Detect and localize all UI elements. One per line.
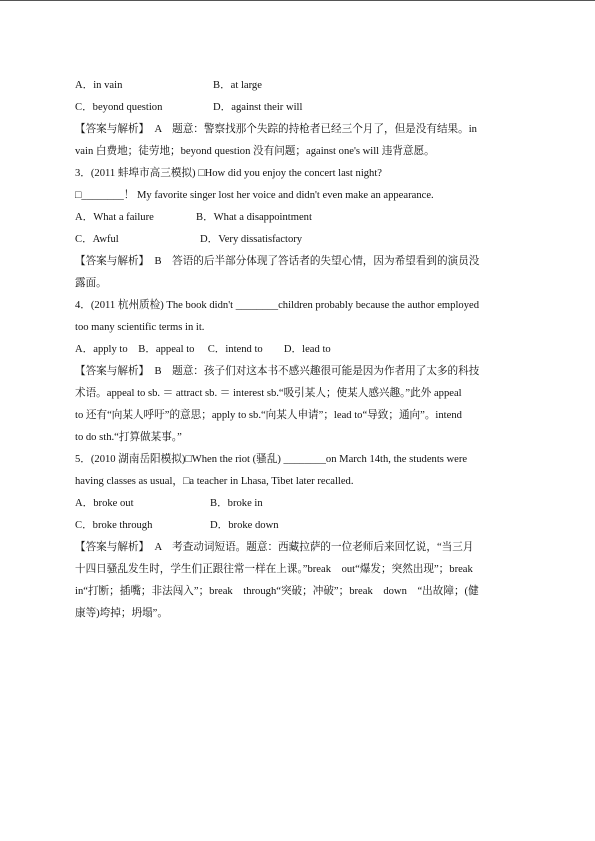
q3-stem-line-2: □________！ My favorite singer lost her voice and didn't even make an appearance.: [75, 190, 434, 201]
q2-options-row-2: [75, 100, 543, 122]
q4-answer-line-3: to 还有“向某人呼吁”的意思；apply to sb.“向某人申请”；lead to“导致；通向”。intend: [75, 410, 462, 421]
q5-stem-line-1: 5．(2010 湖南岳阳模拟)□When the riot (骚乱) ________on March 14th, the students were: [75, 454, 468, 465]
q3-options-row-2: [75, 232, 543, 254]
q5-answer-line-3: in“打断；插嘴；非法闯入”；break through“突破；冲破”；break down “出故障；(健: [75, 586, 479, 597]
q5-option-d: D．broke down: [210, 520, 279, 531]
document-body: [75, 78, 543, 628]
q3-option-b: B．What a disappointment: [196, 212, 312, 223]
q5-option-b: B．broke in: [210, 498, 263, 509]
q3-options-row-1: [75, 210, 543, 232]
q4-options: A．apply to B．appeal to C．intend to D．lead to: [75, 344, 331, 355]
q3-option-c: C．Awful: [75, 234, 119, 245]
q4-answer-line-4: to do sth.“打算做某事。”: [75, 432, 182, 443]
page-top-rule: [0, 0, 595, 1]
q2-answer-line-2: vain 白费地；徒劳地；beyond question 没有问题；against one's will 违背意愿。: [75, 146, 435, 157]
q4-answer-line-2: 术语。appeal to sb. ＝ attract sb. ＝ interest sb.“吸引某人；使某人感兴趣。”此外 appeal: [75, 388, 462, 399]
q5-options-row-2: [75, 518, 543, 540]
q5-stem-line-2: having classes as usual，□a teacher in Lhasa, Tibet later recalled.: [75, 476, 354, 487]
q3-answer-line-2: 露面。: [75, 278, 107, 289]
q3-option-d: D．Very dissatisfactory: [200, 234, 303, 245]
q3-stem-line-1: 3．(2011 蚌埠市高三模拟) □How did you enjoy the concert last night?: [75, 168, 382, 179]
q3-option-a: A．What a failure: [75, 212, 154, 223]
q2-option-c: C．beyond question: [75, 102, 163, 113]
q5-option-c: C．broke through: [75, 520, 153, 531]
q5-answer-line-4: 康等)垮掉；坍塌”。: [75, 608, 168, 619]
q2-answer-line-1: 【答案与解析】 A 题意：警察找那个失踪的持枪者已经三个月了，但是没有结果。in: [75, 124, 477, 135]
q4-stem-line-2: too many scientific terms in it.: [75, 322, 205, 333]
q2-option-b: B．at large: [213, 80, 262, 91]
q5-answer-line-1: 【答案与解析】 A 考查动词短语。题意：西藏拉萨的一位老师后来回忆说，“当三月: [75, 542, 474, 553]
q5-option-a: A．broke out: [75, 498, 134, 509]
q4-answer-line-1: 【答案与解析】 B 题意：孩子们对这本书不感兴趣很可能是因为作者用了太多的科技: [75, 366, 480, 377]
q2-option-d: D．against their will: [213, 102, 303, 113]
q5-answer-line-2: 十四日骚乱发生时，学生们正跟往常一样在上课。”break out“爆发；突然出现”；break: [75, 564, 473, 575]
q4-stem-line-1: 4．(2011 杭州质检) The book didn't ________children probably because the author employed: [75, 300, 479, 311]
q2-option-a: A．in vain: [75, 80, 123, 91]
q5-options-row-1: [75, 496, 543, 518]
q2-options-row-1: [75, 78, 543, 100]
q3-answer-line-1: 【答案与解析】 B 答语的后半部分体现了答话者的失望心情，因为希望看到的演员没: [75, 256, 480, 267]
